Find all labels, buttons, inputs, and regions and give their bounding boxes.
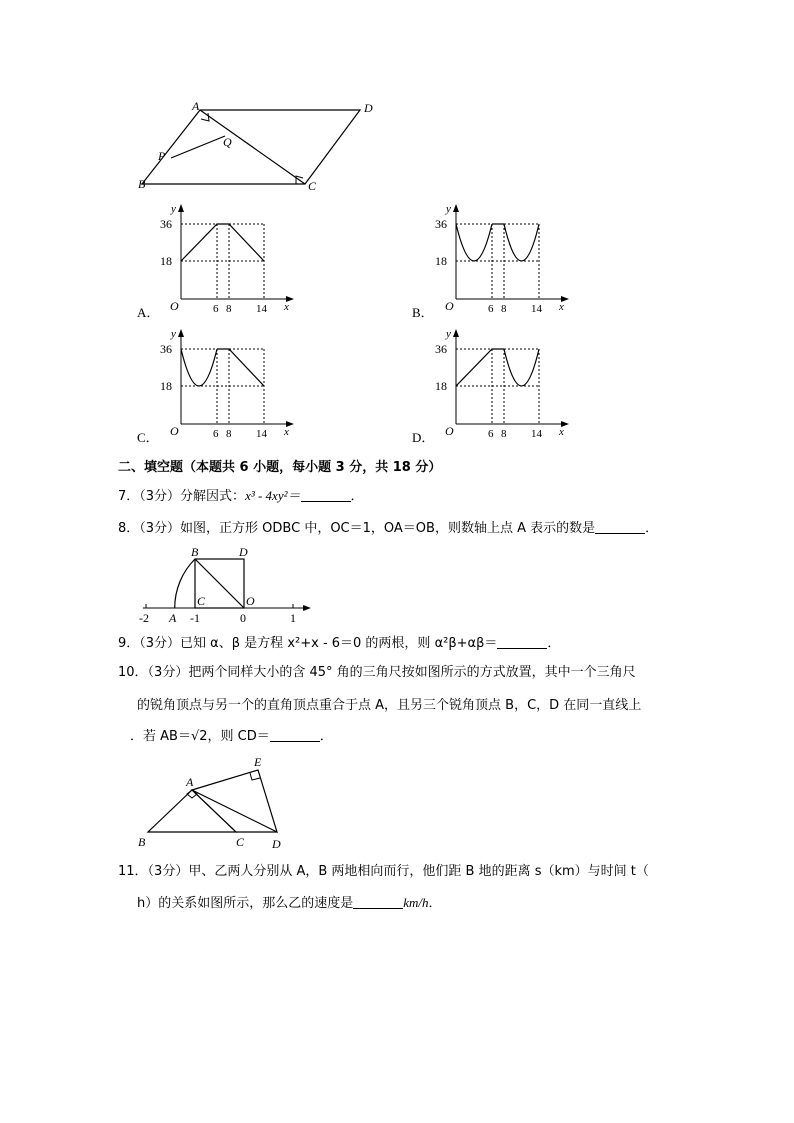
point-C: C — [236, 835, 245, 849]
point-P: P — [158, 149, 166, 163]
y-tick-36: 36 — [160, 217, 172, 231]
q9-answer-blank[interactable] — [497, 636, 547, 649]
q11-line2: h）的关系如图所示，那么乙的速度是 — [137, 896, 354, 911]
point-B: B — [191, 545, 199, 559]
x-tick-8: 8 — [226, 303, 232, 312]
origin-label: O — [170, 424, 179, 437]
point-C: C — [197, 594, 206, 608]
x-tick-14: 14 — [531, 303, 542, 312]
x-tick-6: 6 — [213, 303, 219, 312]
q8-answer-blank[interactable] — [595, 521, 645, 534]
x-tick-8: 8 — [501, 428, 507, 437]
y-tick-36: 36 — [160, 342, 172, 356]
point-D: D — [364, 101, 373, 115]
point-Q: Q — [223, 135, 232, 149]
q10-end: ． — [319, 729, 333, 744]
q7-answer-blank[interactable] — [301, 489, 351, 502]
y-axis-label: y — [171, 328, 176, 340]
number-line-figure — [135, 542, 320, 626]
y-axis-label: y — [171, 203, 176, 215]
q7-end: ． — [350, 489, 364, 504]
option-C-label: C． — [137, 430, 159, 445]
question-7 — [118, 486, 364, 507]
x-axis-label: x — [284, 301, 289, 312]
q10-line3-a: ．若 AB＝ — [130, 729, 191, 744]
point-E: E — [254, 755, 262, 769]
x-tick-6: 6 — [488, 428, 494, 437]
q10-number: 10． — [118, 665, 148, 680]
tick-minus-2: -2 — [139, 611, 149, 625]
q9-text: （3分）已知 α、β 是方程 x²+x - 6＝0 的两根，则 α²β+αβ＝ — [139, 636, 498, 651]
x-tick-6: 6 — [213, 428, 219, 437]
question-9 — [118, 634, 560, 654]
option-graph-A — [150, 202, 300, 312]
point-A: A — [192, 99, 200, 113]
q7-prefix: （3分）分解因式： — [139, 489, 246, 504]
option-A-label: A． — [137, 305, 160, 320]
section-title: 二、填空题（本题共 6 小题，每小题 3 分，共 18 分） — [118, 460, 442, 475]
point-O: O — [246, 594, 255, 608]
y-tick-36: 36 — [435, 342, 447, 356]
origin-label: O — [170, 299, 179, 312]
q10-sqrt: √2 — [190, 729, 208, 744]
option-D-label: D． — [412, 430, 435, 445]
x-tick-14: 14 — [256, 428, 267, 437]
option-graph-D — [425, 327, 575, 437]
tick-0: 0 — [240, 611, 246, 625]
tick-1: 1 — [290, 611, 296, 625]
x-tick-14: 14 — [531, 428, 542, 437]
tick-minus-1: -1 — [190, 611, 200, 625]
triangle-rulers-figure — [130, 750, 300, 852]
q8-text: （3分）如图，正方形 ODBC 中，OC＝1，OA＝OB，则数轴上点 A 表示的数是 — [139, 521, 596, 536]
question-11-line-2 — [137, 893, 442, 914]
q9-end: ． — [547, 636, 561, 651]
point-B: B — [138, 835, 146, 849]
x-axis-label: x — [559, 426, 564, 437]
option-B-label: B． — [412, 305, 434, 320]
q7-expression: x³ - 4xy²＝ — [245, 488, 301, 503]
q9-number: 9． — [118, 636, 140, 651]
question-10-line-2: 的锐角顶点与另一个的直角顶点重合于点 A，且另三个锐角顶点 B，C，D 在同一直线上 — [137, 698, 642, 713]
question-11-line-1 — [118, 862, 649, 882]
x-tick-6: 6 — [488, 303, 494, 312]
q11-answer-blank[interactable] — [353, 896, 403, 909]
y-tick-18: 18 — [160, 379, 172, 393]
point-A: A — [169, 611, 177, 625]
y-axis-label: y — [446, 328, 451, 340]
y-tick-36: 36 — [435, 217, 447, 231]
y-axis-label: y — [446, 203, 451, 215]
x-axis-label: x — [284, 426, 289, 437]
q11-number: 11． — [118, 864, 148, 879]
y-tick-18: 18 — [435, 379, 447, 393]
option-graph-C — [150, 327, 300, 437]
y-tick-18: 18 — [435, 254, 447, 268]
point-B: B — [138, 177, 146, 191]
x-tick-8: 8 — [501, 303, 507, 312]
parallelogram-figure — [130, 96, 390, 196]
q11-line1: （3分）甲、乙两人分别从 A，B 两地相向而行，他们距 B 地的距离 s（km）与时间 t（ — [147, 864, 649, 879]
q8-number: 8． — [118, 521, 140, 536]
x-axis-label: x — [559, 301, 564, 312]
question-8 — [118, 519, 658, 539]
option-graph-B — [425, 202, 575, 312]
point-D: D — [239, 545, 248, 559]
point-D: D — [272, 837, 281, 851]
point-C: C — [308, 179, 317, 193]
point-A: A — [186, 775, 194, 789]
question-10-line-3 — [130, 727, 333, 747]
q11-end: ． — [428, 896, 442, 911]
q10-line1: （3分）把两个同样大小的含 45° 角的三角尺按如图所示的方式放置，其中一个三角尺 — [147, 665, 636, 680]
question-10-line-1 — [118, 663, 636, 683]
x-tick-14: 14 — [256, 303, 267, 312]
q10-line3-b: ，则 CD＝ — [207, 729, 270, 744]
origin-label: O — [445, 424, 454, 437]
x-tick-8: 8 — [226, 428, 232, 437]
q8-end: ． — [645, 521, 659, 536]
q7-number: 7． — [118, 489, 140, 504]
q10-answer-blank[interactable] — [270, 729, 320, 742]
q11-unit: km/h — [403, 895, 429, 910]
origin-label: O — [445, 299, 454, 312]
y-tick-18: 18 — [160, 254, 172, 268]
